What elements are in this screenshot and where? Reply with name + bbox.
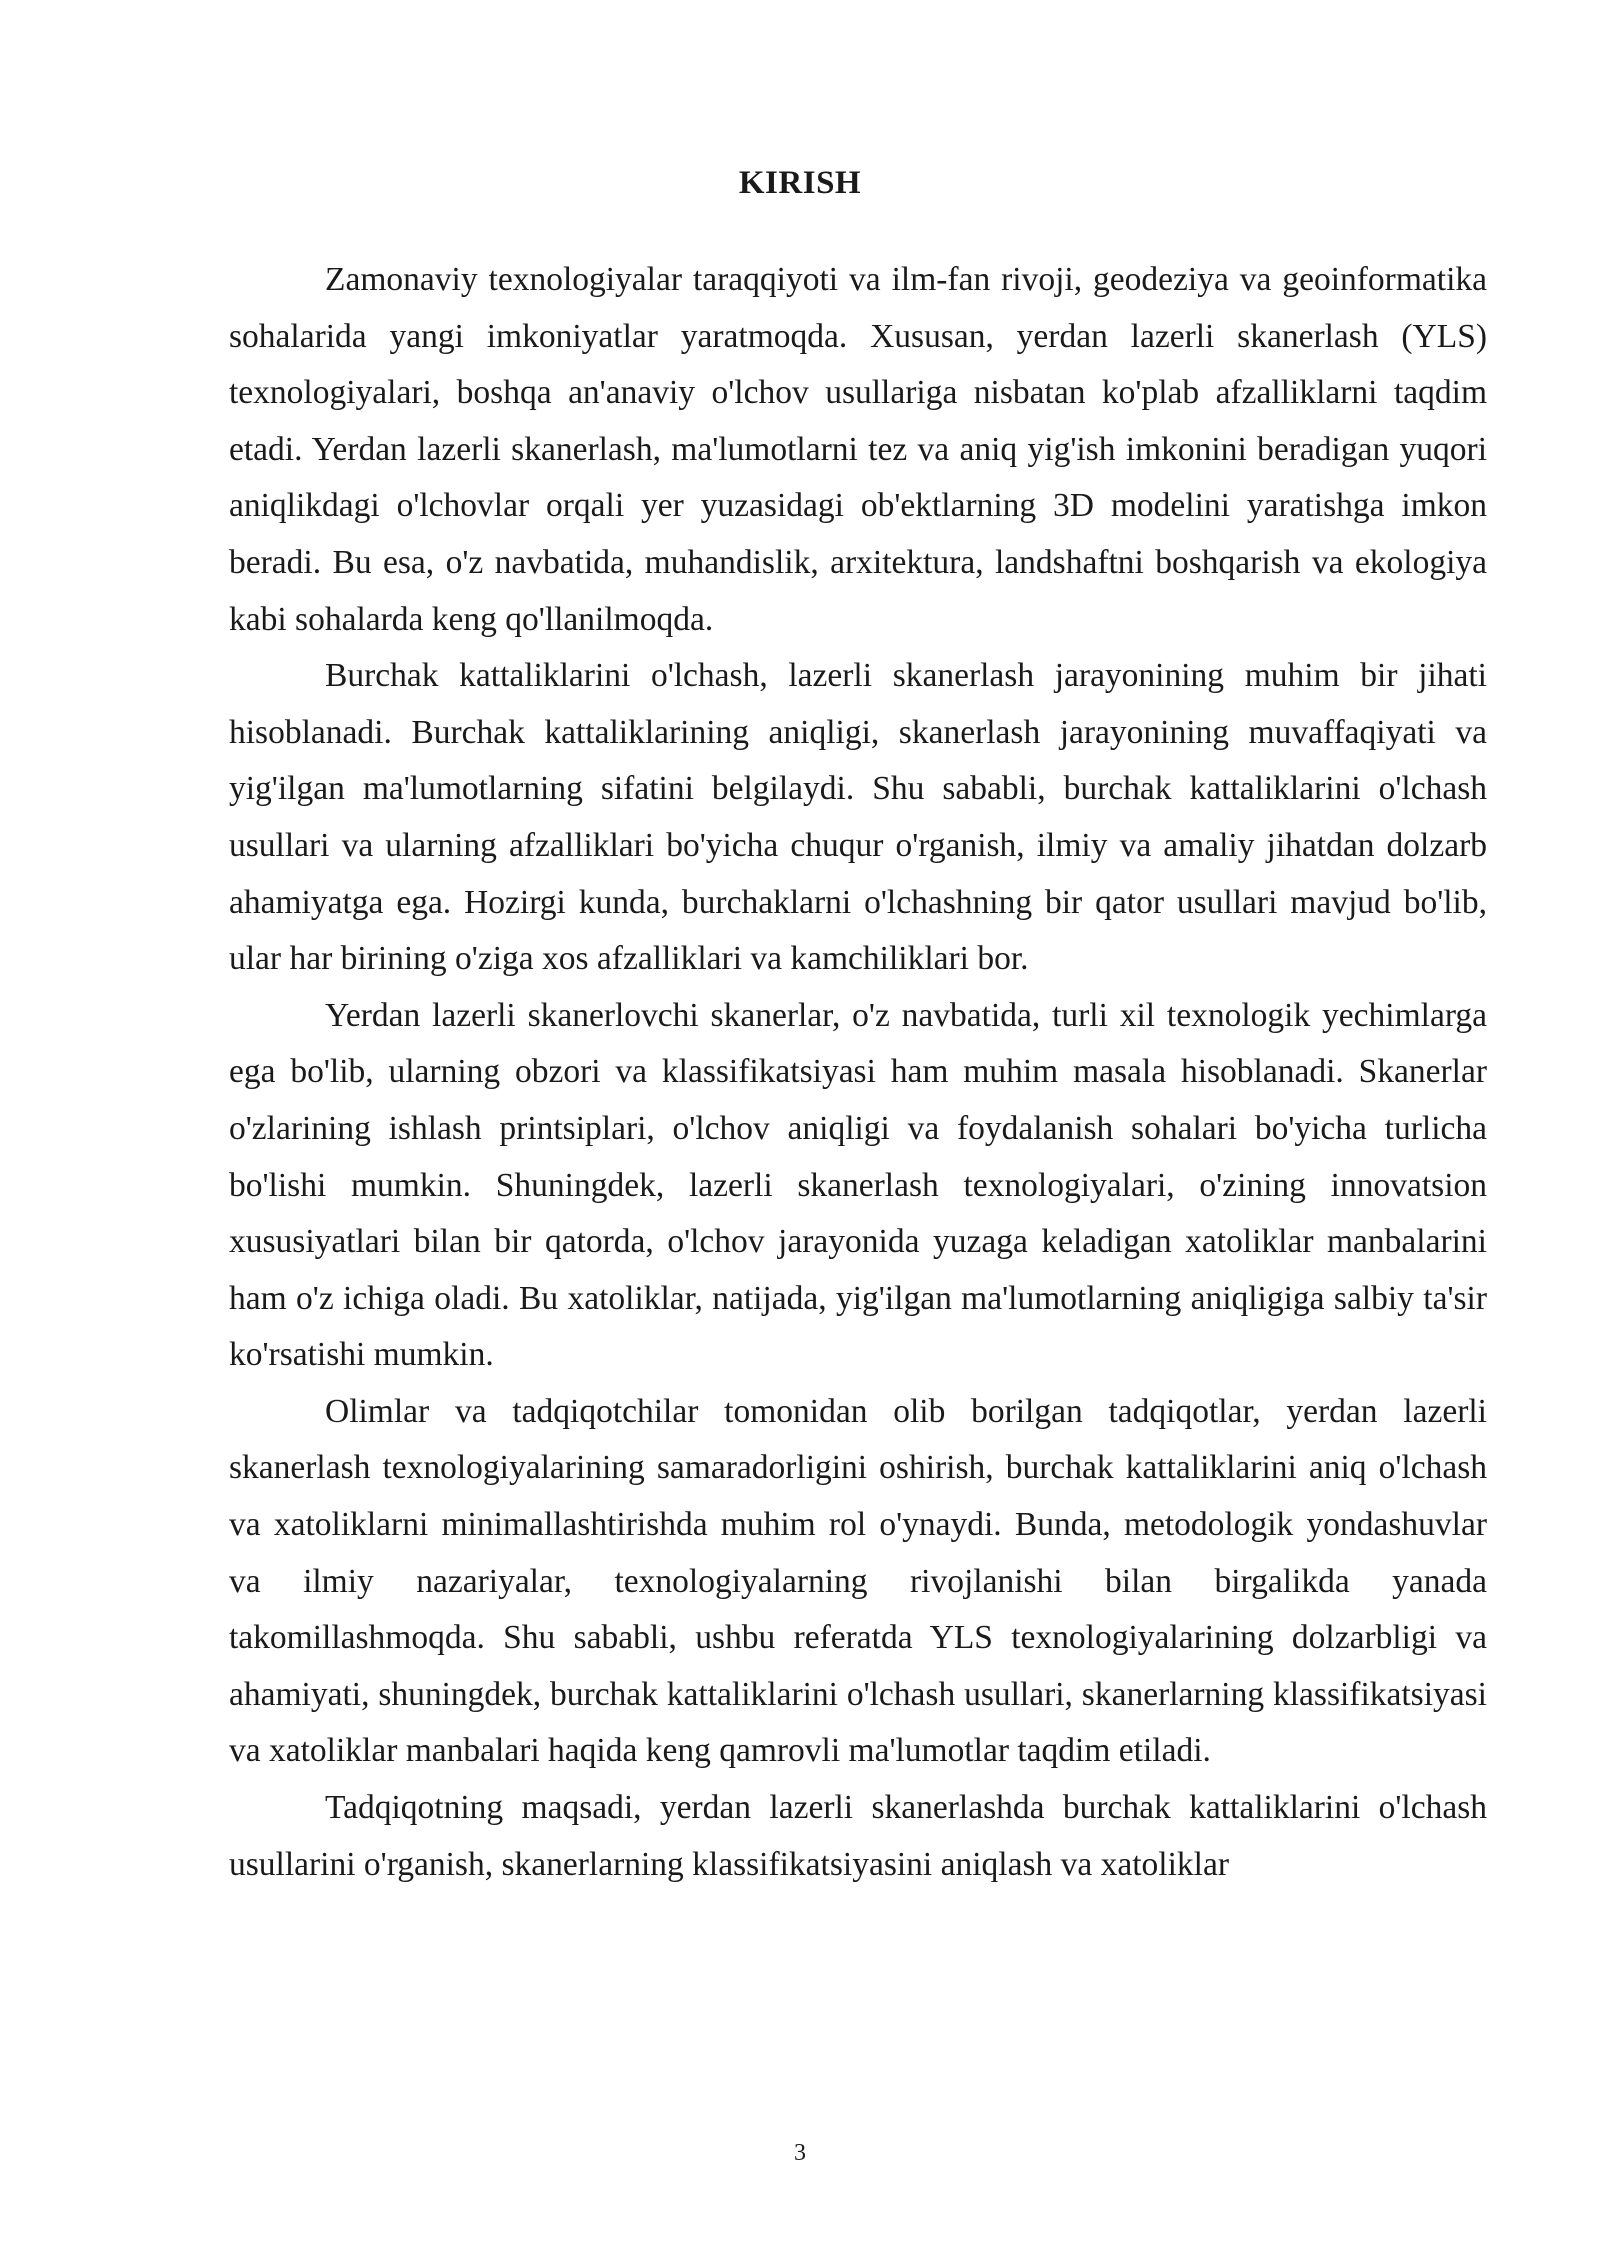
paragraph: Tadqiqotning maqsadi, yerdan lazerli skanerlashda burchak kattaliklarini o'lchash usullarini o'rganish, skanerlarning klassifikatsiyasini aniqlash va xatoliklar (229, 1789, 1487, 1883)
body-text (229, 252, 1487, 1893)
page-number: 3 (794, 2140, 806, 2166)
paragraph: Burchak kattaliklarini o'lchash, lazerli skanerlash jarayonining muhim bir jihati hisoblanadi. Burchak kattaliklarining aniqligi, skanerlash jarayonining muvaffaqiyati va yig'ilgan ma'lumotlarning sifatini belgilaydi. Shu sababli, burchak kattaliklarini o'lchash usullari va ularning afzalliklari bo'yicha chuqur o'rganish, ilmiy va amaliy jihatdan dolzarb ahamiyatga ega. Hozirgi kunda, burchaklarni o'lchashning bir qator usullari mavjud bo'lib, ular har birining o'ziga xos afzalliklari va kamchiliklari bor. (229, 657, 1487, 978)
paragraph: Olimlar va tadqiqotchilar tomonidan olib borilgan tadqiqotlar, yerdan lazerli skanerlash texnologiyalarining samaradorligini oshirish, burchak kattaliklarini aniq o'lchash va xatoliklarni minimallashtirishda muhim rol o'ynaydi. Bunda, metodologik yondashuvlar va ilmiy nazariyalar, texnologiyalarning rivojlanishi bilan birgalikda yanada takomillashmoqda. Shu sababli, ushbu referatda YLS texnologiyalarining dolzarbligi va ahamiyati, shuningdek, burchak kattaliklarini o'lchash usullari, skanerlarning klassifikatsiyasi va xatoliklar manbalari haqida keng qamrovli ma'lumotlar taqdim etiladi. (229, 1392, 1487, 1770)
page-title: KIRISH (738, 165, 862, 201)
paragraph: Zamonaviy texnologiyalar taraqqiyoti va ilm-fan rivoji, geodeziya va geoinformatika sohalarida yangi imkoniyatlar yaratmoqda. Xususan, yerdan lazerli skanerlash (YLS) texnologiyalari, boshqa an'anaviy o'lchov usullariga nisbatan ko'plab afzalliklarni taqdim etadi. Yerdan lazerli skanerlash, ma'lumotlarni tez va aniq yig'ish imkonini beradigan yuqori aniqlikdagi o'lchovlar orqali yer yuzasidagi ob'ektlarning 3D modelini yaratishga imkon beradi. Bu esa, o'z navbatida, muhandislik, arxitektura, landshaftni boshqarish va ekologiya kabi sohalarda keng qo'llanilmoqda. (229, 261, 1487, 638)
paragraph: Yerdan lazerli skanerlovchi skanerlar, o'z navbatida, turli xil texnologik yechimlarga ega bo'lib, ularning obzori va klassifikatsiyasi ham muhim masala hisoblanadi. Skanerlar o'zlarining ishlash printsiplari, o'lchov aniqligi va foydalanish sohalari bo'yicha turlicha bo'lishi mumkin. Shuningdek, lazerli skanerlash texnologiyalari, o'zining innovatsion xususiyatlari bilan bir qatorda, o'lchov jarayonida yuzaga keladigan xatoliklar manbalarini ham o'z ichiga oladi. Bu xatoliklar, natijada, yig'ilgan ma'lumotlarning aniqligiga salbiy ta'sir ko'rsatishi mumkin. (229, 996, 1487, 1374)
